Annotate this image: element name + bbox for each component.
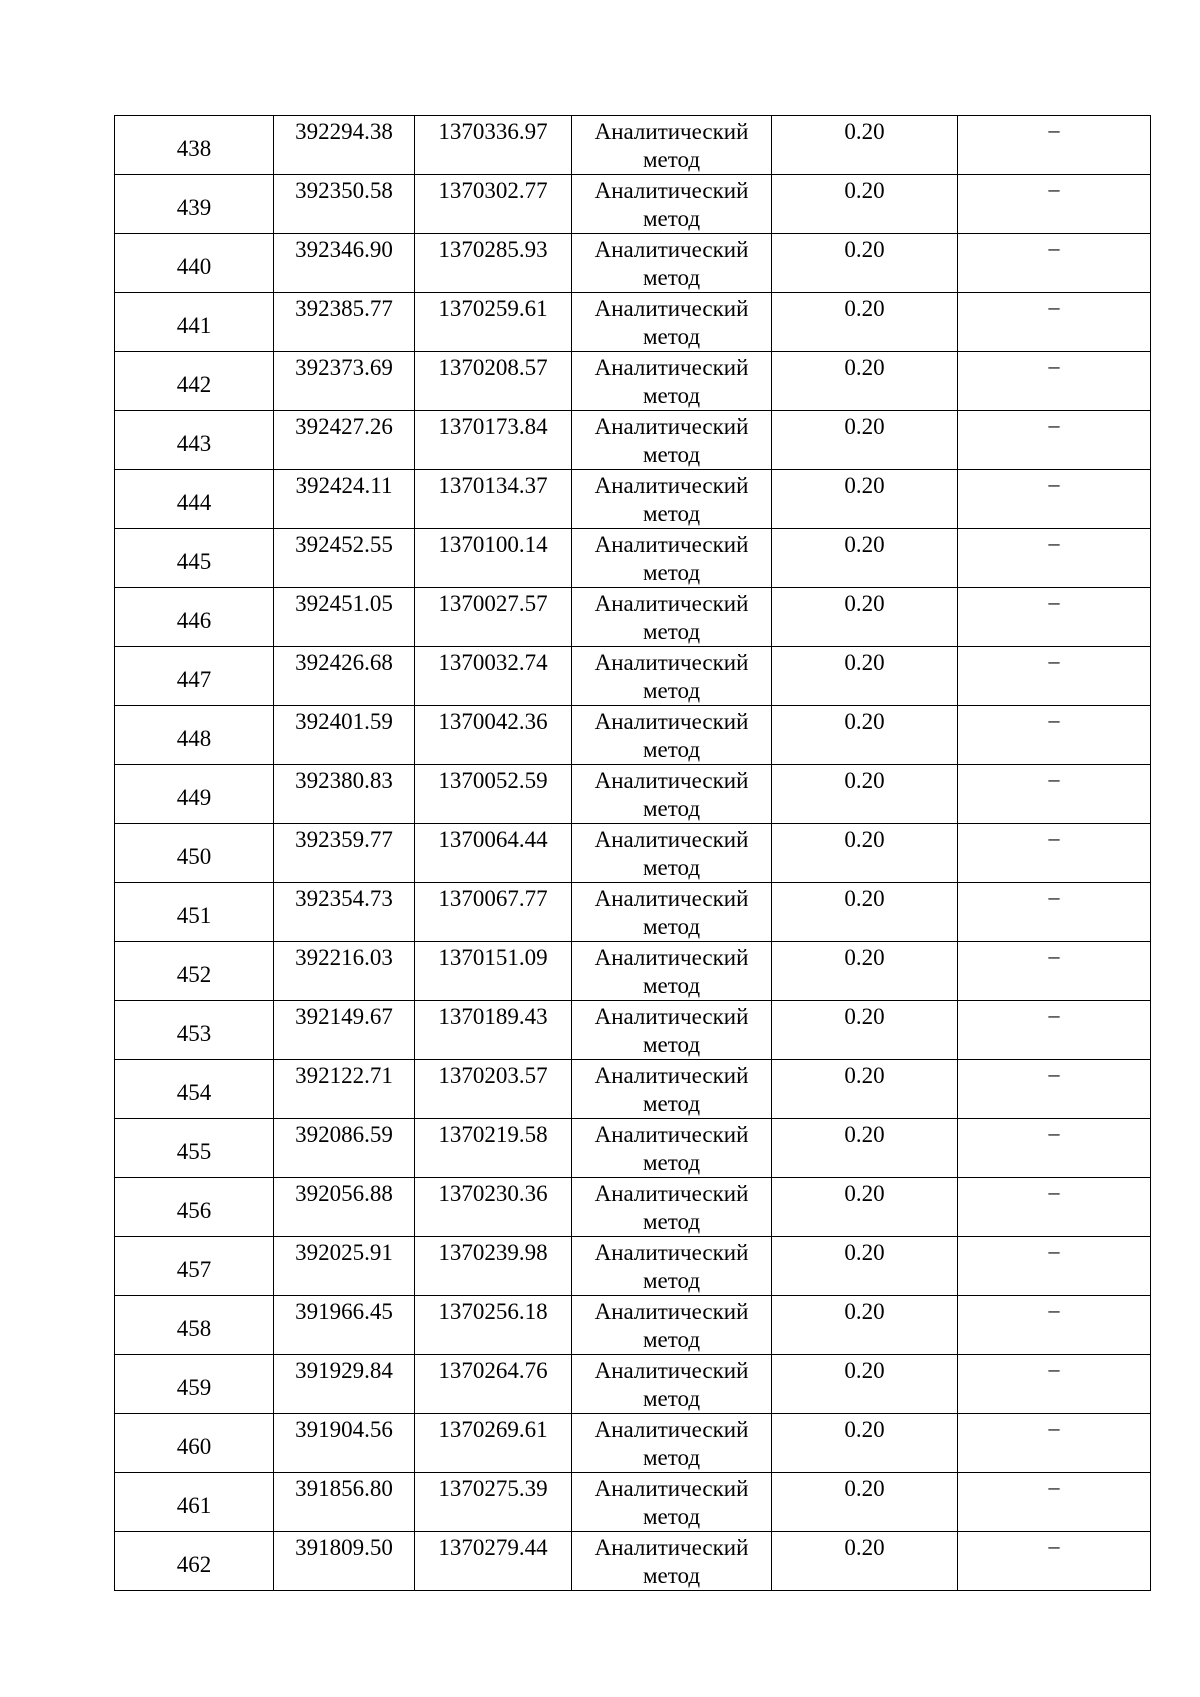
- note-cell: –: [958, 1060, 1151, 1119]
- method-cell: Аналитический метод: [572, 1237, 772, 1296]
- note-cell: –: [958, 706, 1151, 765]
- y-coordinate-cell: 1370256.18: [415, 1296, 572, 1355]
- accuracy-cell: 0.20: [772, 1060, 958, 1119]
- y-coordinate-cell: 1370302.77: [415, 175, 572, 234]
- accuracy-cell: 0.20: [772, 1473, 958, 1532]
- x-coordinate-cell: 391809.50: [274, 1532, 415, 1591]
- note-cell: –: [958, 411, 1151, 470]
- y-coordinate-cell: 1370100.14: [415, 529, 572, 588]
- x-coordinate-cell: 392451.05: [274, 588, 415, 647]
- y-coordinate-cell: 1370239.98: [415, 1237, 572, 1296]
- x-coordinate-cell: 392056.88: [274, 1178, 415, 1237]
- table-row: [115, 175, 1151, 234]
- note-cell: –: [958, 588, 1151, 647]
- x-coordinate-cell: 392401.59: [274, 706, 415, 765]
- accuracy-cell: 0.20: [772, 352, 958, 411]
- point-number-cell: 455: [115, 1119, 274, 1178]
- method-cell: Аналитический метод: [572, 1355, 772, 1414]
- point-number-cell: 442: [115, 352, 274, 411]
- point-number-cell: 438: [115, 116, 274, 175]
- x-coordinate-cell: 392426.68: [274, 647, 415, 706]
- point-number-cell: 453: [115, 1001, 274, 1060]
- point-number-cell: 439: [115, 175, 274, 234]
- method-cell: Аналитический метод: [572, 824, 772, 883]
- note-cell: –: [958, 116, 1151, 175]
- y-coordinate-cell: 1370032.74: [415, 647, 572, 706]
- table-row: [115, 588, 1151, 647]
- y-coordinate-cell: 1370275.39: [415, 1473, 572, 1532]
- note-cell: –: [958, 1532, 1151, 1591]
- y-coordinate-cell: 1370208.57: [415, 352, 572, 411]
- accuracy-cell: 0.20: [772, 765, 958, 824]
- table-row: [115, 411, 1151, 470]
- y-coordinate-cell: 1370067.77: [415, 883, 572, 942]
- table-row: [115, 1532, 1151, 1591]
- x-coordinate-cell: 392452.55: [274, 529, 415, 588]
- accuracy-cell: 0.20: [772, 1119, 958, 1178]
- point-number-cell: 454: [115, 1060, 274, 1119]
- y-coordinate-cell: 1370285.93: [415, 234, 572, 293]
- accuracy-cell: 0.20: [772, 470, 958, 529]
- accuracy-cell: 0.20: [772, 647, 958, 706]
- note-cell: –: [958, 175, 1151, 234]
- method-cell: Аналитический метод: [572, 1119, 772, 1178]
- table-row: [115, 706, 1151, 765]
- point-number-cell: 441: [115, 293, 274, 352]
- x-coordinate-cell: 392149.67: [274, 1001, 415, 1060]
- note-cell: –: [958, 529, 1151, 588]
- accuracy-cell: 0.20: [772, 824, 958, 883]
- y-coordinate-cell: 1370279.44: [415, 1532, 572, 1591]
- table-row: [115, 293, 1151, 352]
- method-cell: Аналитический метод: [572, 411, 772, 470]
- note-cell: –: [958, 470, 1151, 529]
- method-cell: Аналитический метод: [572, 1473, 772, 1532]
- method-cell: Аналитический метод: [572, 116, 772, 175]
- note-cell: –: [958, 765, 1151, 824]
- x-coordinate-cell: 392359.77: [274, 824, 415, 883]
- table-row: [115, 1296, 1151, 1355]
- table-row: [115, 883, 1151, 942]
- y-coordinate-cell: 1370219.58: [415, 1119, 572, 1178]
- x-coordinate-cell: 392385.77: [274, 293, 415, 352]
- accuracy-cell: 0.20: [772, 293, 958, 352]
- note-cell: –: [958, 1414, 1151, 1473]
- point-number-cell: 447: [115, 647, 274, 706]
- method-cell: Аналитический метод: [572, 1001, 772, 1060]
- table-row: [115, 352, 1151, 411]
- method-cell: Аналитический метод: [572, 293, 772, 352]
- x-coordinate-cell: 392424.11: [274, 470, 415, 529]
- accuracy-cell: 0.20: [772, 883, 958, 942]
- x-coordinate-cell: 392350.58: [274, 175, 415, 234]
- coordinates-table-body: [115, 116, 1151, 1591]
- point-number-cell: 460: [115, 1414, 274, 1473]
- table-row: [115, 942, 1151, 1001]
- y-coordinate-cell: 1370230.36: [415, 1178, 572, 1237]
- point-number-cell: 445: [115, 529, 274, 588]
- note-cell: –: [958, 293, 1151, 352]
- table-row: [115, 470, 1151, 529]
- accuracy-cell: 0.20: [772, 116, 958, 175]
- accuracy-cell: 0.20: [772, 1178, 958, 1237]
- point-number-cell: 449: [115, 765, 274, 824]
- table-row: [115, 765, 1151, 824]
- y-coordinate-cell: 1370264.76: [415, 1355, 572, 1414]
- point-number-cell: 440: [115, 234, 274, 293]
- y-coordinate-cell: 1370052.59: [415, 765, 572, 824]
- accuracy-cell: 0.20: [772, 529, 958, 588]
- accuracy-cell: 0.20: [772, 1001, 958, 1060]
- table-row: [115, 647, 1151, 706]
- method-cell: Аналитический метод: [572, 883, 772, 942]
- x-coordinate-cell: 391856.80: [274, 1473, 415, 1532]
- x-coordinate-cell: 392216.03: [274, 942, 415, 1001]
- note-cell: –: [958, 1237, 1151, 1296]
- x-coordinate-cell: 391966.45: [274, 1296, 415, 1355]
- accuracy-cell: 0.20: [772, 234, 958, 293]
- method-cell: Аналитический метод: [572, 1414, 772, 1473]
- method-cell: Аналитический метод: [572, 1296, 772, 1355]
- x-coordinate-cell: 392427.26: [274, 411, 415, 470]
- y-coordinate-cell: 1370259.61: [415, 293, 572, 352]
- method-cell: Аналитический метод: [572, 529, 772, 588]
- accuracy-cell: 0.20: [772, 1532, 958, 1591]
- table-row: [115, 1473, 1151, 1532]
- y-coordinate-cell: 1370151.09: [415, 942, 572, 1001]
- accuracy-cell: 0.20: [772, 942, 958, 1001]
- table-row: [115, 116, 1151, 175]
- method-cell: Аналитический метод: [572, 470, 772, 529]
- x-coordinate-cell: 392354.73: [274, 883, 415, 942]
- note-cell: –: [958, 883, 1151, 942]
- note-cell: –: [958, 1296, 1151, 1355]
- x-coordinate-cell: 392122.71: [274, 1060, 415, 1119]
- table-row: [115, 1001, 1151, 1060]
- point-number-cell: 444: [115, 470, 274, 529]
- note-cell: –: [958, 352, 1151, 411]
- y-coordinate-cell: 1370173.84: [415, 411, 572, 470]
- accuracy-cell: 0.20: [772, 1355, 958, 1414]
- point-number-cell: 462: [115, 1532, 274, 1591]
- point-number-cell: 459: [115, 1355, 274, 1414]
- table-row: [115, 1355, 1151, 1414]
- method-cell: Аналитический метод: [572, 1178, 772, 1237]
- method-cell: Аналитический метод: [572, 352, 772, 411]
- method-cell: Аналитический метод: [572, 647, 772, 706]
- y-coordinate-cell: 1370336.97: [415, 116, 572, 175]
- coordinates-table: [114, 115, 1151, 1591]
- note-cell: –: [958, 1473, 1151, 1532]
- table-row: [115, 824, 1151, 883]
- table-row: [115, 529, 1151, 588]
- accuracy-cell: 0.20: [772, 706, 958, 765]
- y-coordinate-cell: 1370203.57: [415, 1060, 572, 1119]
- accuracy-cell: 0.20: [772, 175, 958, 234]
- point-number-cell: 458: [115, 1296, 274, 1355]
- method-cell: Аналитический метод: [572, 706, 772, 765]
- point-number-cell: 452: [115, 942, 274, 1001]
- x-coordinate-cell: 392086.59: [274, 1119, 415, 1178]
- table-row: [115, 1237, 1151, 1296]
- x-coordinate-cell: 391929.84: [274, 1355, 415, 1414]
- x-coordinate-cell: 391904.56: [274, 1414, 415, 1473]
- y-coordinate-cell: 1370134.37: [415, 470, 572, 529]
- method-cell: Аналитический метод: [572, 1060, 772, 1119]
- y-coordinate-cell: 1370064.44: [415, 824, 572, 883]
- y-coordinate-cell: 1370189.43: [415, 1001, 572, 1060]
- accuracy-cell: 0.20: [772, 1296, 958, 1355]
- y-coordinate-cell: 1370042.36: [415, 706, 572, 765]
- note-cell: –: [958, 1178, 1151, 1237]
- method-cell: Аналитический метод: [572, 765, 772, 824]
- point-number-cell: 456: [115, 1178, 274, 1237]
- method-cell: Аналитический метод: [572, 942, 772, 1001]
- x-coordinate-cell: 392025.91: [274, 1237, 415, 1296]
- y-coordinate-cell: 1370269.61: [415, 1414, 572, 1473]
- point-number-cell: 457: [115, 1237, 274, 1296]
- accuracy-cell: 0.20: [772, 588, 958, 647]
- method-cell: Аналитический метод: [572, 234, 772, 293]
- point-number-cell: 451: [115, 883, 274, 942]
- table-row: [115, 1060, 1151, 1119]
- y-coordinate-cell: 1370027.57: [415, 588, 572, 647]
- point-number-cell: 450: [115, 824, 274, 883]
- table-row: [115, 1414, 1151, 1473]
- method-cell: Аналитический метод: [572, 1532, 772, 1591]
- x-coordinate-cell: 392294.38: [274, 116, 415, 175]
- table-row: [115, 1119, 1151, 1178]
- note-cell: –: [958, 824, 1151, 883]
- x-coordinate-cell: 392346.90: [274, 234, 415, 293]
- x-coordinate-cell: 392373.69: [274, 352, 415, 411]
- table-row: [115, 1178, 1151, 1237]
- point-number-cell: 446: [115, 588, 274, 647]
- note-cell: –: [958, 234, 1151, 293]
- note-cell: –: [958, 1355, 1151, 1414]
- point-number-cell: 461: [115, 1473, 274, 1532]
- accuracy-cell: 0.20: [772, 1414, 958, 1473]
- accuracy-cell: 0.20: [772, 1237, 958, 1296]
- note-cell: –: [958, 942, 1151, 1001]
- method-cell: Аналитический метод: [572, 588, 772, 647]
- note-cell: –: [958, 1119, 1151, 1178]
- accuracy-cell: 0.20: [772, 411, 958, 470]
- table-row: [115, 234, 1151, 293]
- method-cell: Аналитический метод: [572, 175, 772, 234]
- point-number-cell: 448: [115, 706, 274, 765]
- note-cell: –: [958, 647, 1151, 706]
- x-coordinate-cell: 392380.83: [274, 765, 415, 824]
- note-cell: –: [958, 1001, 1151, 1060]
- point-number-cell: 443: [115, 411, 274, 470]
